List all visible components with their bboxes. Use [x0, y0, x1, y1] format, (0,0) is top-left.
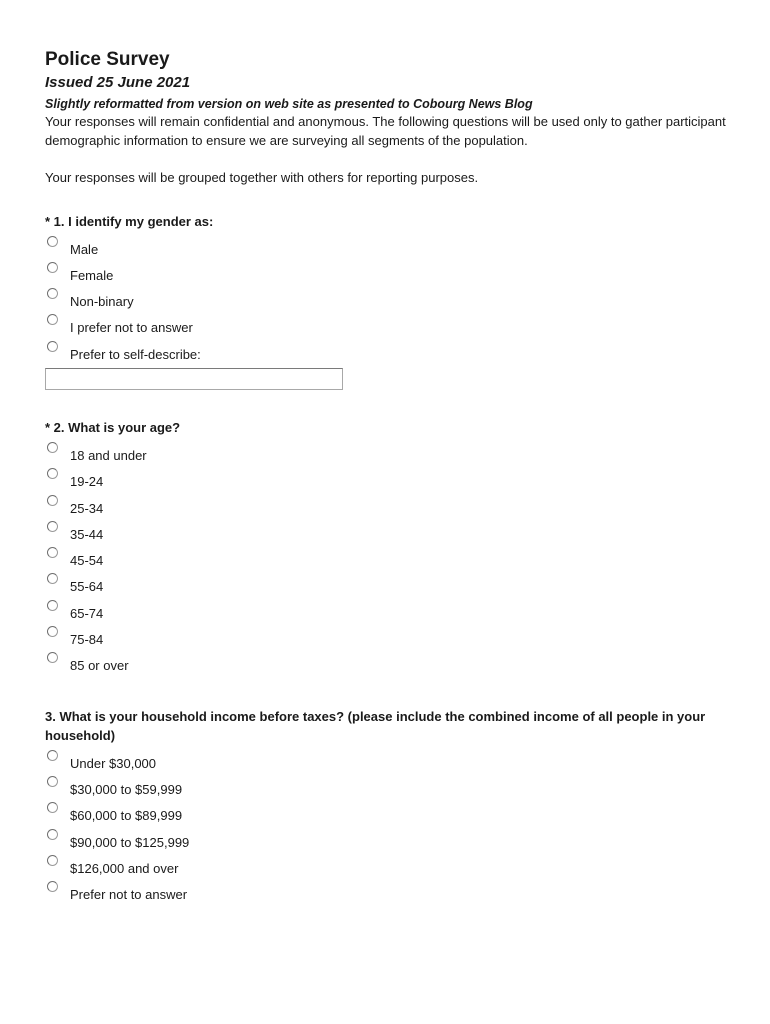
reformatted-note: Slightly reformatted from version on web site as presented to Cobourg News Blog	[45, 97, 533, 111]
radio-button[interactable]	[47, 288, 58, 299]
radio-button[interactable]	[47, 314, 58, 325]
radio-button[interactable]	[47, 881, 58, 892]
survey-page	[45, 48, 735, 904]
option-label: $30,000 to $59,999	[70, 781, 183, 797]
radio-button[interactable]	[47, 855, 58, 866]
option-label: 18 and under	[70, 447, 147, 463]
age-option[interactable]	[45, 597, 735, 623]
radio-button[interactable]	[47, 521, 58, 532]
intro-text: Your responses will remain confidential and anonymous. The following questions will be used only to gather participant demographic information to ensure we are surveying all segments of the population.	[45, 114, 726, 148]
income-option[interactable]	[45, 747, 735, 773]
age-option[interactable]	[45, 518, 735, 544]
question-gender: * 1. I identify my gender as:	[45, 213, 214, 229]
income-options	[45, 747, 735, 905]
radio-button[interactable]	[47, 626, 58, 637]
option-label: $126,000 and over	[70, 860, 179, 876]
income-option[interactable]	[45, 826, 735, 852]
radio-button[interactable]	[47, 442, 58, 453]
option-label: $60,000 to $89,999	[70, 808, 183, 824]
radio-button[interactable]	[47, 573, 58, 584]
radio-button[interactable]	[47, 495, 58, 506]
issued-date: Issued 25 June 2021	[45, 74, 191, 91]
age-option[interactable]	[45, 649, 735, 675]
age-option[interactable]	[45, 570, 735, 596]
option-label: Male	[70, 241, 99, 257]
option-label: 19-24	[70, 474, 104, 490]
radio-button[interactable]	[47, 341, 58, 352]
survey-title: Police Survey	[45, 49, 170, 70]
question-age: * 2. What is your age?	[45, 419, 181, 435]
option-label: Prefer to self-describe:	[70, 346, 201, 362]
option-label: 55-64	[70, 579, 104, 595]
radio-button[interactable]	[47, 750, 58, 761]
question-income: 3. What is your household income before taxes? (please include the combined income of all people in your household)	[45, 708, 706, 743]
gender-option-self-describe[interactable]	[45, 338, 735, 364]
radio-button[interactable]	[47, 468, 58, 479]
option-label: 45-54	[70, 553, 104, 569]
option-label: Non-binary	[70, 294, 134, 310]
gender-option-non-binary[interactable]	[45, 285, 735, 311]
option-label: Prefer not to answer	[70, 887, 188, 903]
option-label: Under $30,000	[70, 755, 157, 771]
option-label: 65-74	[70, 605, 104, 621]
radio-button[interactable]	[47, 600, 58, 611]
radio-button[interactable]	[47, 547, 58, 558]
option-label: 85 or over	[70, 658, 129, 674]
gender-option-male[interactable]	[45, 233, 735, 259]
gender-options	[45, 233, 735, 364]
age-options	[45, 439, 735, 676]
option-label: 25-34	[70, 500, 104, 516]
radio-button[interactable]	[47, 236, 58, 247]
grouping-note: Your responses will be grouped together with others for reporting purposes.	[45, 170, 479, 185]
age-option[interactable]	[45, 465, 735, 491]
income-option[interactable]	[45, 878, 735, 904]
option-label: 35-44	[70, 526, 104, 542]
radio-button[interactable]	[47, 652, 58, 663]
gender-option-prefer-not[interactable]	[45, 311, 735, 337]
self-describe-input[interactable]	[45, 368, 343, 390]
gender-option-female[interactable]	[45, 259, 735, 285]
option-label: Female	[70, 267, 114, 283]
radio-button[interactable]	[47, 829, 58, 840]
age-option[interactable]	[45, 544, 735, 570]
option-label: I prefer not to answer	[70, 320, 193, 336]
age-option[interactable]	[45, 492, 735, 518]
radio-button[interactable]	[47, 262, 58, 273]
radio-button[interactable]	[47, 802, 58, 813]
radio-button[interactable]	[47, 776, 58, 787]
age-option[interactable]	[45, 439, 735, 465]
income-option[interactable]	[45, 799, 735, 825]
option-label: 75-84	[70, 632, 104, 648]
income-option[interactable]	[45, 773, 735, 799]
age-option[interactable]	[45, 623, 735, 649]
option-label: $90,000 to $125,999	[70, 834, 190, 850]
income-option[interactable]	[45, 852, 735, 878]
